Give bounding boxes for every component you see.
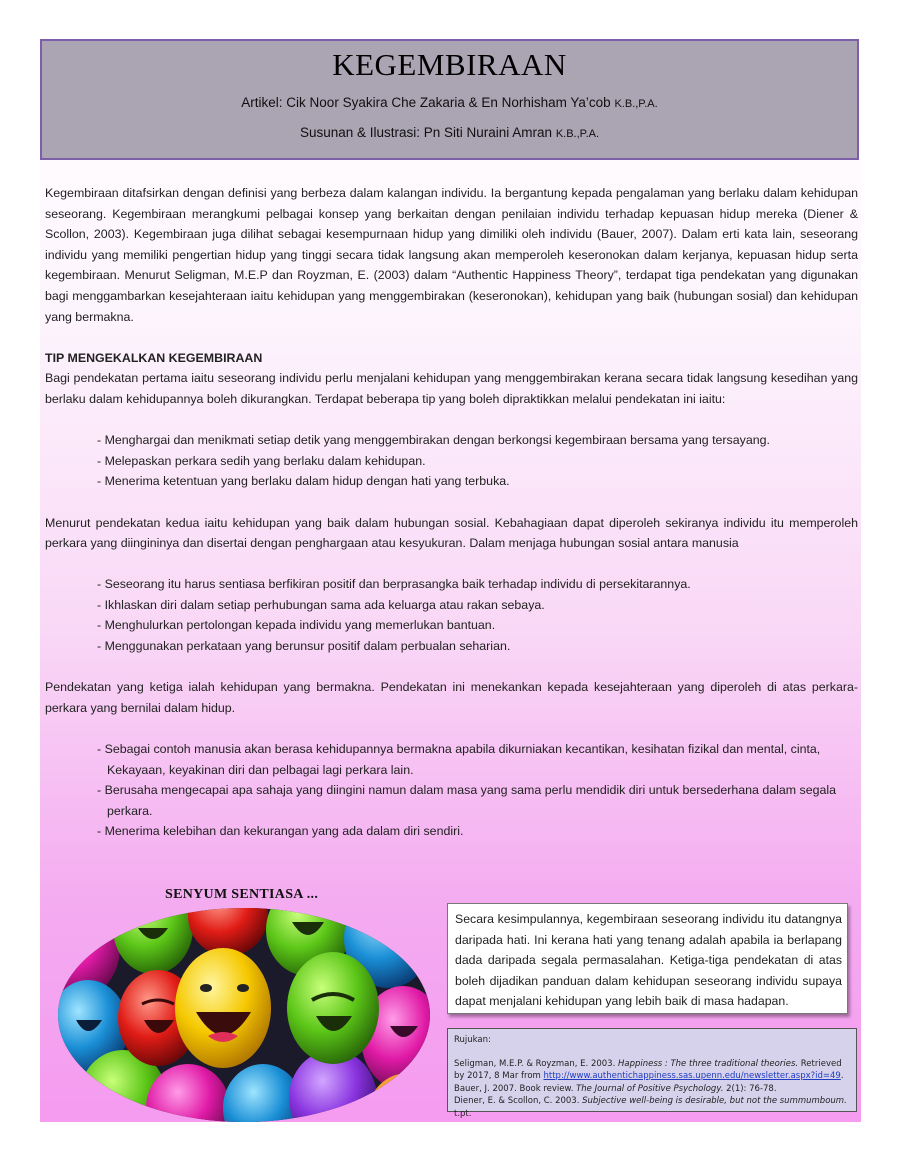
reference-author: Bauer, J. 2007. Book review. [454, 1083, 574, 1094]
list-item: - Sebagai contoh manusia akan berasa kehidupannya bermakna apabila dikurniakan kecantikan, kesihatan fizikal dan mental, cinta, Kekayaan, keyakinan diri dan pelbagai lagi perkara lain. [97, 742, 821, 777]
illustrator-line [42, 125, 857, 140]
smiley-balloons-image [58, 908, 430, 1122]
reference-entry [454, 1083, 850, 1096]
tips-heading: TIP MENGEKALKAN KEGEMBIRAAN [45, 350, 263, 365]
list-item: - Seseorang itu harus sentiasa berfikiran positif dan berprasangka baik terhadap individu di persekitarannya. [97, 577, 691, 592]
reference-link[interactable]: http://www.authentichappiness.sas.upenn.edu/newsletter.aspx?id=49 [543, 1071, 841, 1081]
list-item: - Ikhlaskan diri dalam setiap perhubungan sama ada keluarga atau rakan sebaya. [97, 597, 545, 612]
author-text: Artikel: Cik Noor Syakira Che Zakaria & En Norhisham Ya’cob [241, 95, 611, 110]
smile-caption: SENYUM SENTIASA ... [165, 887, 319, 902]
approach-one-paragraph: Bagi pendekatan pertama iaitu seseorang individu perlu menjalani kehidupan yang menggembirakan kerana secara tidak langsung kesedihan yang berlaku dalam kehidupannya boleh dikurangkan. Terdapat beberapa tip yang boleh dipraktikkan melalui pendekatan ini iaitu: [45, 371, 858, 406]
list-item: - Berusaha mengecapai apa sahaja yang diingini namun dalam masa yang sama perlu mendidik diri untuk bersederhana dalam segala perkara. [97, 783, 837, 818]
list-item: - Menerima kelebihan dan kekurangan yang ada dalam diri sendiri. [97, 824, 464, 839]
reference-title: Happiness : The three traditional theories. [617, 1058, 799, 1069]
references-title: Rujukan: [454, 1035, 491, 1045]
approach-one-list [45, 430, 858, 492]
list-item: - Melepaskan perkara sedih yang berlaku dalam kehidupan. [97, 453, 426, 468]
reference-author: Seligman, M.E.P. & Royzman, E. 2003. [454, 1058, 616, 1069]
illustrator-suffix: K.B.,P.A. [555, 128, 600, 140]
header-banner [40, 39, 859, 160]
approach-three-paragraph: Pendekatan yang ketiga ialah kehidupan yang bermakna. Pendekatan ini menekankan kepada kesejahteraan yang diperoleh di atas perkara-perkara yang bernilai dalam hidup. [45, 680, 858, 715]
reference-author: Diener, E. & Scollon, C. 2003. [454, 1096, 580, 1106]
references-box [447, 1028, 857, 1119]
author-line [42, 95, 857, 110]
approach-two-paragraph: Menurut pendekatan kedua iaitu kehidupan yang baik dalam hubungan sosial. Kebahagiaan dapat diperoleh sekiranya individu itu memperoleh perkara yang diingininya dan disertai dengan penghargaan atau kesyukuran. Dalam menjaga hubungan sosial antara manusia [45, 515, 858, 551]
list-item: - Menggunakan perkataan yang berunsur positif dalam perbualan seharian. [97, 639, 511, 654]
reference-details: 2(1): 76-78. [726, 1083, 777, 1094]
list-item: - Menghargai dan menikmati setiap detik yang menggembirakan dengan berkongsi kegembiraan bersama yang tersayang. [97, 433, 770, 448]
article-body [45, 183, 858, 842]
page-title: KEGEMBIRAAN [332, 47, 567, 82]
reference-entry [454, 1095, 850, 1120]
author-suffix: K.B.,P.A. [614, 98, 658, 110]
approach-two-list [45, 574, 858, 656]
reference-title: Subjective well-being is desirable, but not the summumboum. [582, 1096, 847, 1106]
list-item: - Menerima ketentuan yang berlaku dalam hidup dengan hati yang terbuka. [97, 474, 510, 489]
conclusion-box: Secara kesimpulannya, kegembiraan seseorang individu itu datangnya daripada hati. Ini kerana hati yang tenang adalah apabila ia berlapang dada daripada segala permasalahan. Ketiga-tiga pendekatan di atas boleh dijadikan panduan dalam kehidupan seseorang individu supaya dapat menjalani kehidupan yang lebih baik di masa hadapan. [447, 903, 848, 1014]
approach-three-list [45, 739, 858, 842]
intro-paragraph: Kegembiraan ditafsirkan dengan definisi yang berbeza dalam kalangan individu. Ia bergantung kepada pengalaman yang berlaku dalam kehidupan seseorang. Kegembiraan merangkumi pelbagai konsep yang berkaitan dengan penilaian individu terhadap kepuasan hidup mereka (Diener & Scollon, 2003). Kegembiraan juga dilihat sebagai kesempurnaan hidup yang dimiliki oleh individu (Bauer, 2007). Dalam erti kata lain, seseorang individu yang memiliki pengertian hidup yang tinggi secara tidak langsung akan memperoleh keseronokan dalam kerjanya, kepuasan hidup serta kegembiraan. Menurut Seligman, M.E.P dan Royzman, E. (2003) dalam “Authentic Happiness Theory”, terdapat tiga pendekatan yang digunakan bagi menggambarkan kesejahteraan iaitu kehidupan yang menggembirakan (keseronokan), kehidupan yang baik (hubungan sosial) dan kehidupan yang bermakna. [45, 186, 858, 324]
illustrator-text: Susunan & Ilustrasi: Pn Siti Nuraini Amran [299, 125, 553, 140]
list-item: - Menghulurkan pertolongan kepada individu yang memerlukan bantuan. [97, 618, 496, 633]
reference-entry: Seligman, M.E.P. & Royzman, E. 2003. Happiness : The three traditional theories. Retrieved by 2017, 8 Mar from http://www.authentichappiness.sas.upenn.edu/newsletter.aspx?id=49. [454, 1058, 844, 1081]
reference-details: Retrieved by 2017, 8 Mar from [454, 1058, 842, 1081]
reference-details: t.pt. [454, 1108, 472, 1119]
reference-title: The Journal of Positive Psychology. [576, 1083, 724, 1094]
